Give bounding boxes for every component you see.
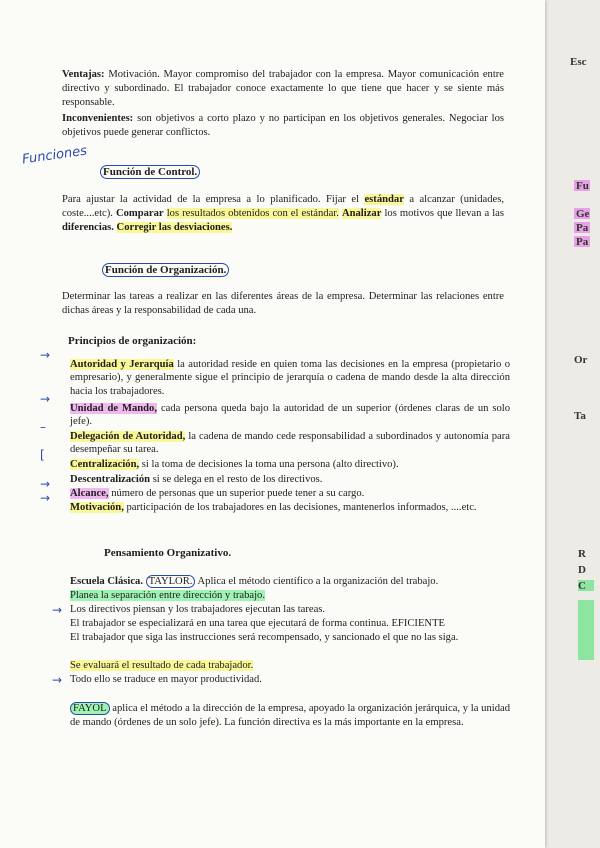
taylor-name: TAYLOR. [146,575,196,588]
ventajas-paragraph [62,68,504,110]
arrow-icon: → [40,348,51,362]
arrow-icon: → [40,477,51,491]
arrow-icon: → [40,392,51,406]
pensamiento-heading: Pensamiento Organizativo. [104,547,232,559]
inconvenientes-paragraph [62,112,504,140]
control-estandar: estándar [364,194,404,205]
principio-item: Centralización, si la toma de decisiones la toma una persona (alto directivo). [70,458,399,470]
inconvenientes-text: son objetivos a corto plazo y no participan en los objetivos generales. Negociar los objetivos puede generar conflictos. [62,113,504,138]
margin-note-funciones: Funciones [21,143,88,168]
principio-item: Motivación, participación de los trabajadores en las decisiones, mantenerlos informados, ....etc. [70,501,477,513]
principio-item: Descentralización si se delega en el resto de los directivos. [70,473,323,485]
control-corregir: Corregir las desviaciones. [116,222,233,233]
arrow-icon: → [52,603,63,617]
ventajas-label: Ventajas: [62,69,105,80]
taylor-line: Los directivos piensan y los trabajadores ejecutan las tareas. [70,604,326,615]
taylor-line: Se evaluará el resultado de cada trabajador. [70,660,254,671]
principios-heading: Principios de organización: [68,335,197,347]
fayol-name: FAYOL [70,702,110,715]
taylor-line: Planea la separación entre dirección y trabajo. [70,590,266,601]
bracket-icon: [ [40,448,45,462]
principio-item: Alcance, número de personas que un superior puede tener a su cargo. [70,487,365,499]
taylor-line: El trabajador se especializará en una tarea que ejecutará de forma continua. EFICIENTE [70,618,446,629]
control-analizar: Analizar [341,208,382,219]
control-comparar: Comparar [115,208,164,219]
taylor-line: Todo ello se traduce en mayor productividad. [70,674,262,685]
principio-item: Autoridad y Jerarquía la autoridad reside en quien toma las decisiones en la empresa (propietario o empresario), y generalmente sigue el principio de jerarquía o cadena de mando desde la alta dirección hacia los trabajadores. [70,358,510,397]
ventajas-text: Motivación. Mayor compromiso del trabajador con la empresa. Mayor comunicación entre directivo y subordinado. El trabajador conoce exactamente lo que tiene que hacer y se siente más responsable. [62,69,505,108]
clasica-line: Escuela Clásica. TAYLOR. Aplica el método científico a la organización del trabajo. [70,576,439,587]
principio-item: Unidad de Mando, cada persona queda bajo la autoridad de un superior (órdenes claras de un solo jefe). [70,402,511,428]
arrow-icon: → [40,491,51,505]
arrow-icon: – [40,420,46,434]
control-diferencias: diferencias. [62,222,114,233]
fayol-paragraph: FAYOL aplica el método a la dirección de la empresa, apoyado la organización jerárquica, y la unidad de mando (órdenes de un solo jefe). La función directiva es la más importante en la empresa. [70,703,510,728]
organizacion-heading: Función de Organización. [102,264,229,276]
principio-item: Delegación de Autoridad, la cadena de mando cede responsabilidad a subordinados y autonomía para desempeñar su tarea. [70,430,510,456]
taylor-line: El trabajador que siga las instrucciones será recompensado, y sancionado el que no las siga. [70,632,459,643]
adjacent-page-edge: Esc Fu Ge Pa Pa Or Ta R D C [548,0,600,848]
control-heading: Función de Control. [100,166,200,178]
control-paragraph: Para ajustar la actividad de la empresa a lo planificado. Fijar el estándar a alcanzar (unidades, coste....etc). Comparar los resultados obtenidos con el estándar. Analizar los motivos que llevan a las diferencias. Corregir las desviaciones. [62,194,505,233]
organizacion-paragraph: Determinar las tareas a realizar en las diferentes áreas de la empresa. Determinar las relaciones entre dichas áreas y la responsabilidad de cada una. [62,291,504,316]
inconvenientes-label: Inconvenientes: [62,113,134,124]
arrow-icon: → [52,673,63,687]
